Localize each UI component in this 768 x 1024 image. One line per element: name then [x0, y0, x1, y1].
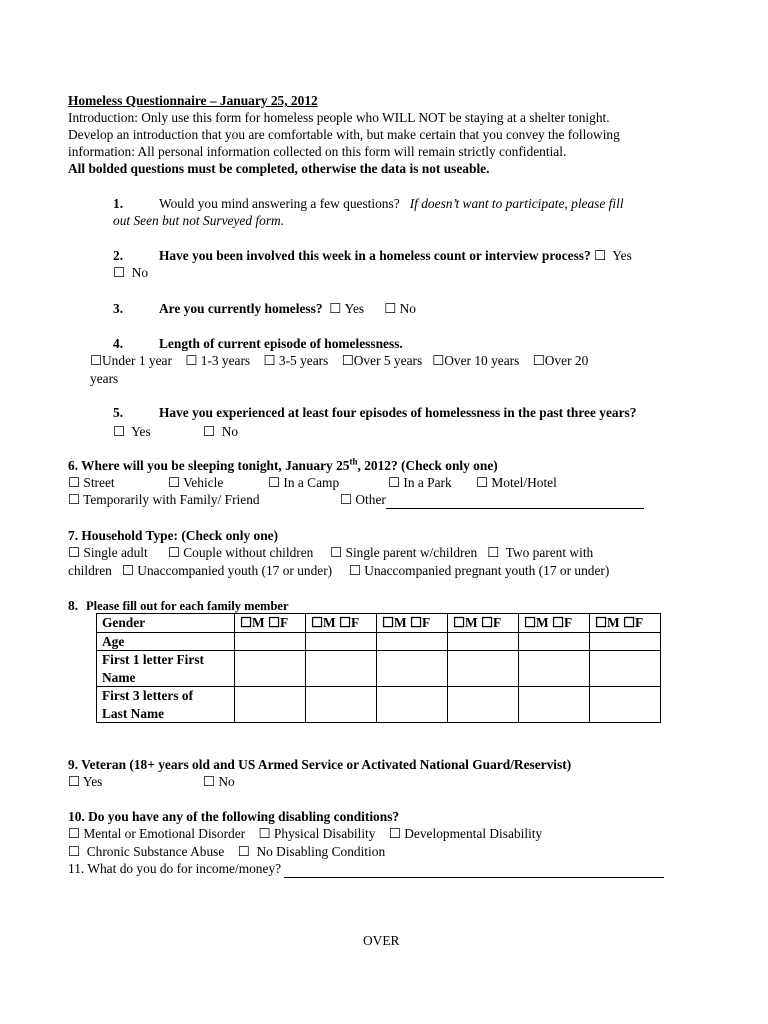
- row-label-last-letters: First 3 letters of Last Name: [97, 687, 235, 723]
- q5-no-option: ☐ No: [203, 424, 239, 439]
- gender-cell[interactable]: ☐M ☐F: [377, 614, 448, 633]
- q4-options: ☐Under 1 year ☐ 1-3 years ☐ 3-5 years ☐Over 5 years ☐Over 10 years ☐Over 20: [90, 353, 589, 368]
- q5-yes-checkbox[interactable]: ☐: [113, 424, 126, 439]
- age-cell[interactable]: [306, 632, 377, 651]
- question-10: 10. Do you have any of the following disabling conditions?: [68, 809, 400, 824]
- row-label-first-initial: First 1 letter First Name: [97, 651, 235, 687]
- question-11: 11. What do you do for income/money?: [68, 860, 664, 878]
- q6-opt-street: ☐ Street: [68, 475, 115, 490]
- last-letters-cell[interactable]: [235, 687, 306, 723]
- q2-no-option: ☐ No: [113, 265, 149, 280]
- q6-motel-checkbox[interactable]: ☐: [476, 475, 489, 490]
- q5-options: ☐ Yes: [113, 424, 151, 439]
- intro-line-1: Introduction: Only use this form for homeless people who WILL NOT be staying at a shelter tonight.: [68, 110, 610, 125]
- q4-over-20-checkbox[interactable]: ☐: [532, 353, 545, 368]
- over-label: OVER: [363, 933, 400, 948]
- q2-no-checkbox[interactable]: ☐: [113, 265, 126, 280]
- q10-none-checkbox[interactable]: ☐: [237, 844, 250, 859]
- table-row-first-initial: [97, 651, 661, 687]
- q7-two-parent-checkbox[interactable]: ☐: [487, 545, 500, 560]
- q6-opt-other: ☐ Other: [340, 491, 644, 509]
- age-cell[interactable]: [519, 632, 590, 651]
- gender-cell[interactable]: ☐M ☐F: [235, 614, 306, 633]
- q7-pregnant-youth-checkbox[interactable]: ☐: [348, 563, 361, 578]
- q2-yes-label: Yes: [612, 248, 632, 263]
- q6-park-checkbox[interactable]: ☐: [388, 475, 401, 490]
- q4-3-5-checkbox[interactable]: ☐: [263, 353, 276, 368]
- q6-street-checkbox[interactable]: ☐: [68, 475, 81, 490]
- q5-text: Have you experienced at least four episodes of homelessness in the past three years?: [159, 405, 637, 420]
- age-cell[interactable]: [377, 632, 448, 651]
- q1-note-continued: out Seen but not Surveyed form.: [113, 213, 285, 228]
- q7-couple-checkbox[interactable]: ☐: [167, 545, 180, 560]
- q9-no-option: ☐ No: [203, 774, 235, 789]
- last-letters-cell[interactable]: [448, 687, 519, 723]
- last-letters-cell[interactable]: [377, 687, 448, 723]
- q1-number: 1.: [113, 196, 124, 211]
- q3-yes-checkbox[interactable]: ☐: [329, 301, 342, 316]
- q9-yes-option: ☐ Yes: [68, 774, 103, 789]
- q3-no-checkbox[interactable]: ☐: [384, 301, 397, 316]
- q6-opt-camp: ☐ In a Camp: [268, 475, 340, 490]
- form-title: Homeless Questionnaire – January 25, 2012: [68, 93, 318, 108]
- q7-single-adult-checkbox[interactable]: ☐: [68, 545, 81, 560]
- intro-line-3: information: All personal information collected on this form will remain strictly confidential.: [68, 144, 567, 159]
- q6-opt-vehicle: ☐ Vehicle: [168, 475, 224, 490]
- first-initial-cell[interactable]: [235, 651, 306, 687]
- q7-single-parent-checkbox[interactable]: ☐: [330, 545, 343, 560]
- first-initial-cell[interactable]: [306, 651, 377, 687]
- age-cell[interactable]: [590, 632, 661, 651]
- first-initial-cell[interactable]: [377, 651, 448, 687]
- q2-yes-checkbox[interactable]: ☐: [594, 248, 607, 263]
- q6-opt-park: ☐ In a Park: [388, 475, 452, 490]
- gender-cell[interactable]: ☐M ☐F: [590, 614, 661, 633]
- last-letters-cell[interactable]: [590, 687, 661, 723]
- q6-opt-motel: ☐ Motel/Hotel: [476, 475, 557, 490]
- table-row-age: [97, 632, 661, 651]
- q4-under-1-checkbox[interactable]: ☐: [90, 353, 103, 368]
- q6-vehicle-checkbox[interactable]: ☐: [168, 475, 181, 490]
- question-6: 6. Where will you be sleeping tonight, January 25th, 2012? (Check only one): [68, 456, 498, 473]
- q7-options: ☐ Single adult ☐ Couple without children ☐ Single parent w/children ☐ Two parent with: [68, 545, 594, 560]
- first-initial-cell[interactable]: [448, 651, 519, 687]
- question-4: 4. Length of current episode of homelessness.: [113, 336, 403, 351]
- first-initial-cell[interactable]: [519, 651, 590, 687]
- q4-1-3-checkbox[interactable]: ☐: [185, 353, 198, 368]
- q10-developmental-checkbox[interactable]: ☐: [388, 826, 401, 841]
- first-initial-cell[interactable]: [590, 651, 661, 687]
- family-member-table: [96, 613, 661, 723]
- gender-cell[interactable]: ☐M ☐F: [519, 614, 590, 633]
- bold-notice: All bolded questions must be completed, otherwise the data is not useable.: [68, 161, 490, 176]
- table-row-last-letters: [97, 687, 661, 723]
- gender-cell[interactable]: ☐M ☐F: [306, 614, 377, 633]
- age-cell[interactable]: [235, 632, 306, 651]
- row-label-age: Age: [97, 632, 235, 651]
- last-letters-cell[interactable]: [306, 687, 377, 723]
- q9-no-checkbox[interactable]: ☐: [203, 774, 216, 789]
- q10-options-2: ☐ Chronic Substance Abuse ☐ No Disabling Condition: [68, 844, 386, 859]
- gender-cell[interactable]: ☐M ☐F: [448, 614, 519, 633]
- income-input[interactable]: [284, 863, 664, 878]
- q1-text: Would you mind answering a few questions?: [159, 196, 400, 211]
- q7-unaccompanied-checkbox[interactable]: ☐: [121, 563, 134, 578]
- q7-options-2: children ☐ Unaccompanied youth (17 or under) ☐ Unaccompanied pregnant youth (17 or under): [68, 563, 610, 578]
- q4-wrap: years: [90, 371, 119, 386]
- q10-options: ☐ Mental or Emotional Disorder ☐ Physical Disability ☐ Developmental Disability: [68, 826, 543, 841]
- q9-yes-checkbox[interactable]: ☐: [68, 774, 81, 789]
- q6-camp-checkbox[interactable]: ☐: [268, 475, 281, 490]
- question-5: 5. Have you experienced at least four episodes of homelessness in the past three years?: [113, 405, 637, 420]
- age-cell[interactable]: [448, 632, 519, 651]
- question-8: 8. Please fill out for each family member: [68, 598, 289, 613]
- q1-note: If doesn’t want to participate, please fill: [409, 196, 624, 211]
- q10-physical-checkbox[interactable]: ☐: [258, 826, 271, 841]
- question-7: 7. Household Type: (Check only one): [68, 528, 279, 543]
- q6-opt-family: ☐ Temporarily with Family/ Friend: [68, 492, 260, 507]
- q10-mental-checkbox[interactable]: ☐: [68, 826, 81, 841]
- last-letters-cell[interactable]: [519, 687, 590, 723]
- question-1: [113, 195, 624, 213]
- question-3: 3. Are you currently homeless? ☐ Yes ☐ No: [113, 301, 416, 316]
- row-label-gender: Gender: [97, 614, 235, 633]
- table-row-gender: [97, 614, 661, 633]
- q6-other-input[interactable]: [386, 494, 644, 509]
- q2-text: Have you been involved this week in a homeless count or interview process?: [159, 248, 591, 263]
- q4-over-5-checkbox[interactable]: ☐: [341, 353, 354, 368]
- q10-substance-checkbox[interactable]: ☐: [68, 844, 81, 859]
- q4-over-10-checkbox[interactable]: ☐: [432, 353, 445, 368]
- question-9: 9. Veteran (18+ years old and US Armed Service or Activated National Guard/Reservist): [68, 757, 572, 772]
- q5-no-checkbox[interactable]: ☐: [203, 424, 216, 439]
- question-2: 2. Have you been involved this week in a homeless count or interview process? ☐ Yes: [113, 248, 632, 263]
- q4-text: Length of current episode of homelessness.: [159, 336, 403, 351]
- q6-family-checkbox[interactable]: ☐: [68, 492, 81, 507]
- q3-text: Are you currently homeless?: [159, 301, 323, 316]
- q6-other-checkbox[interactable]: ☐: [340, 492, 353, 507]
- intro-line-2: Develop an introduction that you are comfortable with, but make certain that you convey the following: [68, 127, 620, 142]
